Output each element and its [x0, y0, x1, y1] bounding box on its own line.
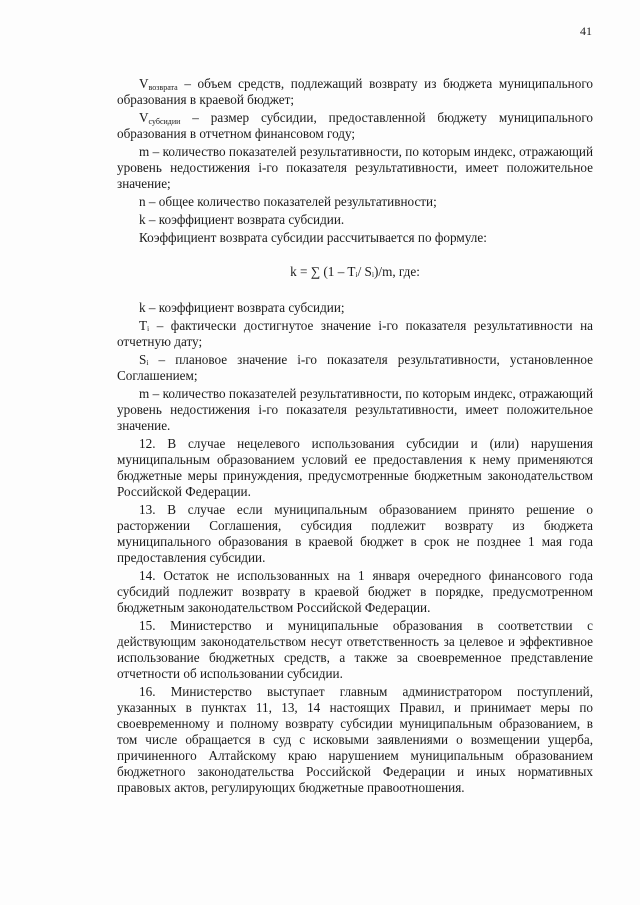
definition-t: Tᵢ – фактически достигнутое значение i-го показателя результативности на отчетную дату; [117, 318, 593, 349]
definition-m: m – количество показателей результативности, по которым индекс, отражающий уровень недостижения i-го показателя результативности, имеет положительное значение; [117, 144, 593, 191]
paragraph-12: 12. В случае нецелевого использования субсидии и (или) нарушения муниципальным образованием условий ее предоставления к нему применяются бюджетные меры принуждения, предусмотренные бюджетным законодательством Российской Федерации. [117, 436, 593, 499]
definition-k: k – коэффициент возврата субсидии. [139, 212, 345, 227]
definition-n: n – общее количество показателей результативности; [139, 194, 437, 209]
definition-v-return: $V_{возврата}$ – объем средств, подлежащий возврату из бюджета муниципального образования в краевой бюджет; [117, 76, 593, 107]
paragraph-16: 16. Министерство выступает главным администратором поступлений, указанных в пунктах 11, 13, 14 настоящих Правил, и принимает меры по своевременному и полному возврату субсидии муниципальным образованием, в том числе обращается в суд с исковыми заявлениями о возмещении ущерба, причиненного Алтайскому краю нарушением муниципальным образованием бюджетного законодательства Российской Федерации и иных нормативных правовых актов, регулирующих бюджетные правоотношения. [117, 684, 593, 795]
definition-s: Sᵢ – плановое значение i-го показателя результативности, установленное Соглашением; [117, 352, 593, 383]
definition-v-subsidy: $V_{субсидии}$ – размер субсидии, предоставленной бюджету муниципального образования в отчетном финансовом году; [117, 110, 593, 141]
paragraph-15: 15. Министерство и муниципальные образования в соответствии с действующим законодательством несут ответственность за целевое и эффективное использование бюджетных средств, а также за своевременное представление отчетности об использовании субсидии. [117, 618, 593, 681]
formula-intro: Коэффициент возврата субсидии рассчитывается по формуле: [139, 230, 487, 245]
paragraph-14: 14. Остаток не использованных на 1 января очередного финансового года субсидий подлежит возврату в краевой бюджет в порядке, предусмотренном бюджетным законодательством Российской Федерации. [117, 568, 593, 615]
page-number: 41 [580, 24, 592, 38]
document-body [117, 76, 593, 798]
definition-k-2: k – коэффициент возврата субсидии; [139, 300, 345, 315]
formula: k = ∑ (1 – Tᵢ/ Sᵢ)/m, где: [290, 264, 420, 279]
definition-m-2: m – количество показателей результативности, по которым индекс, отражающий уровень недостижения i-го показателя результативности, имеет положительное значение. [117, 386, 593, 433]
paragraph-13: 13. В случае если муниципальным образованием принято решение о расторжении Соглашения, субсидия подлежит возврату из бюджета муниципального образования в краевой бюджет в срок не позднее 1 мая года предоставления субсидии. [117, 502, 593, 565]
